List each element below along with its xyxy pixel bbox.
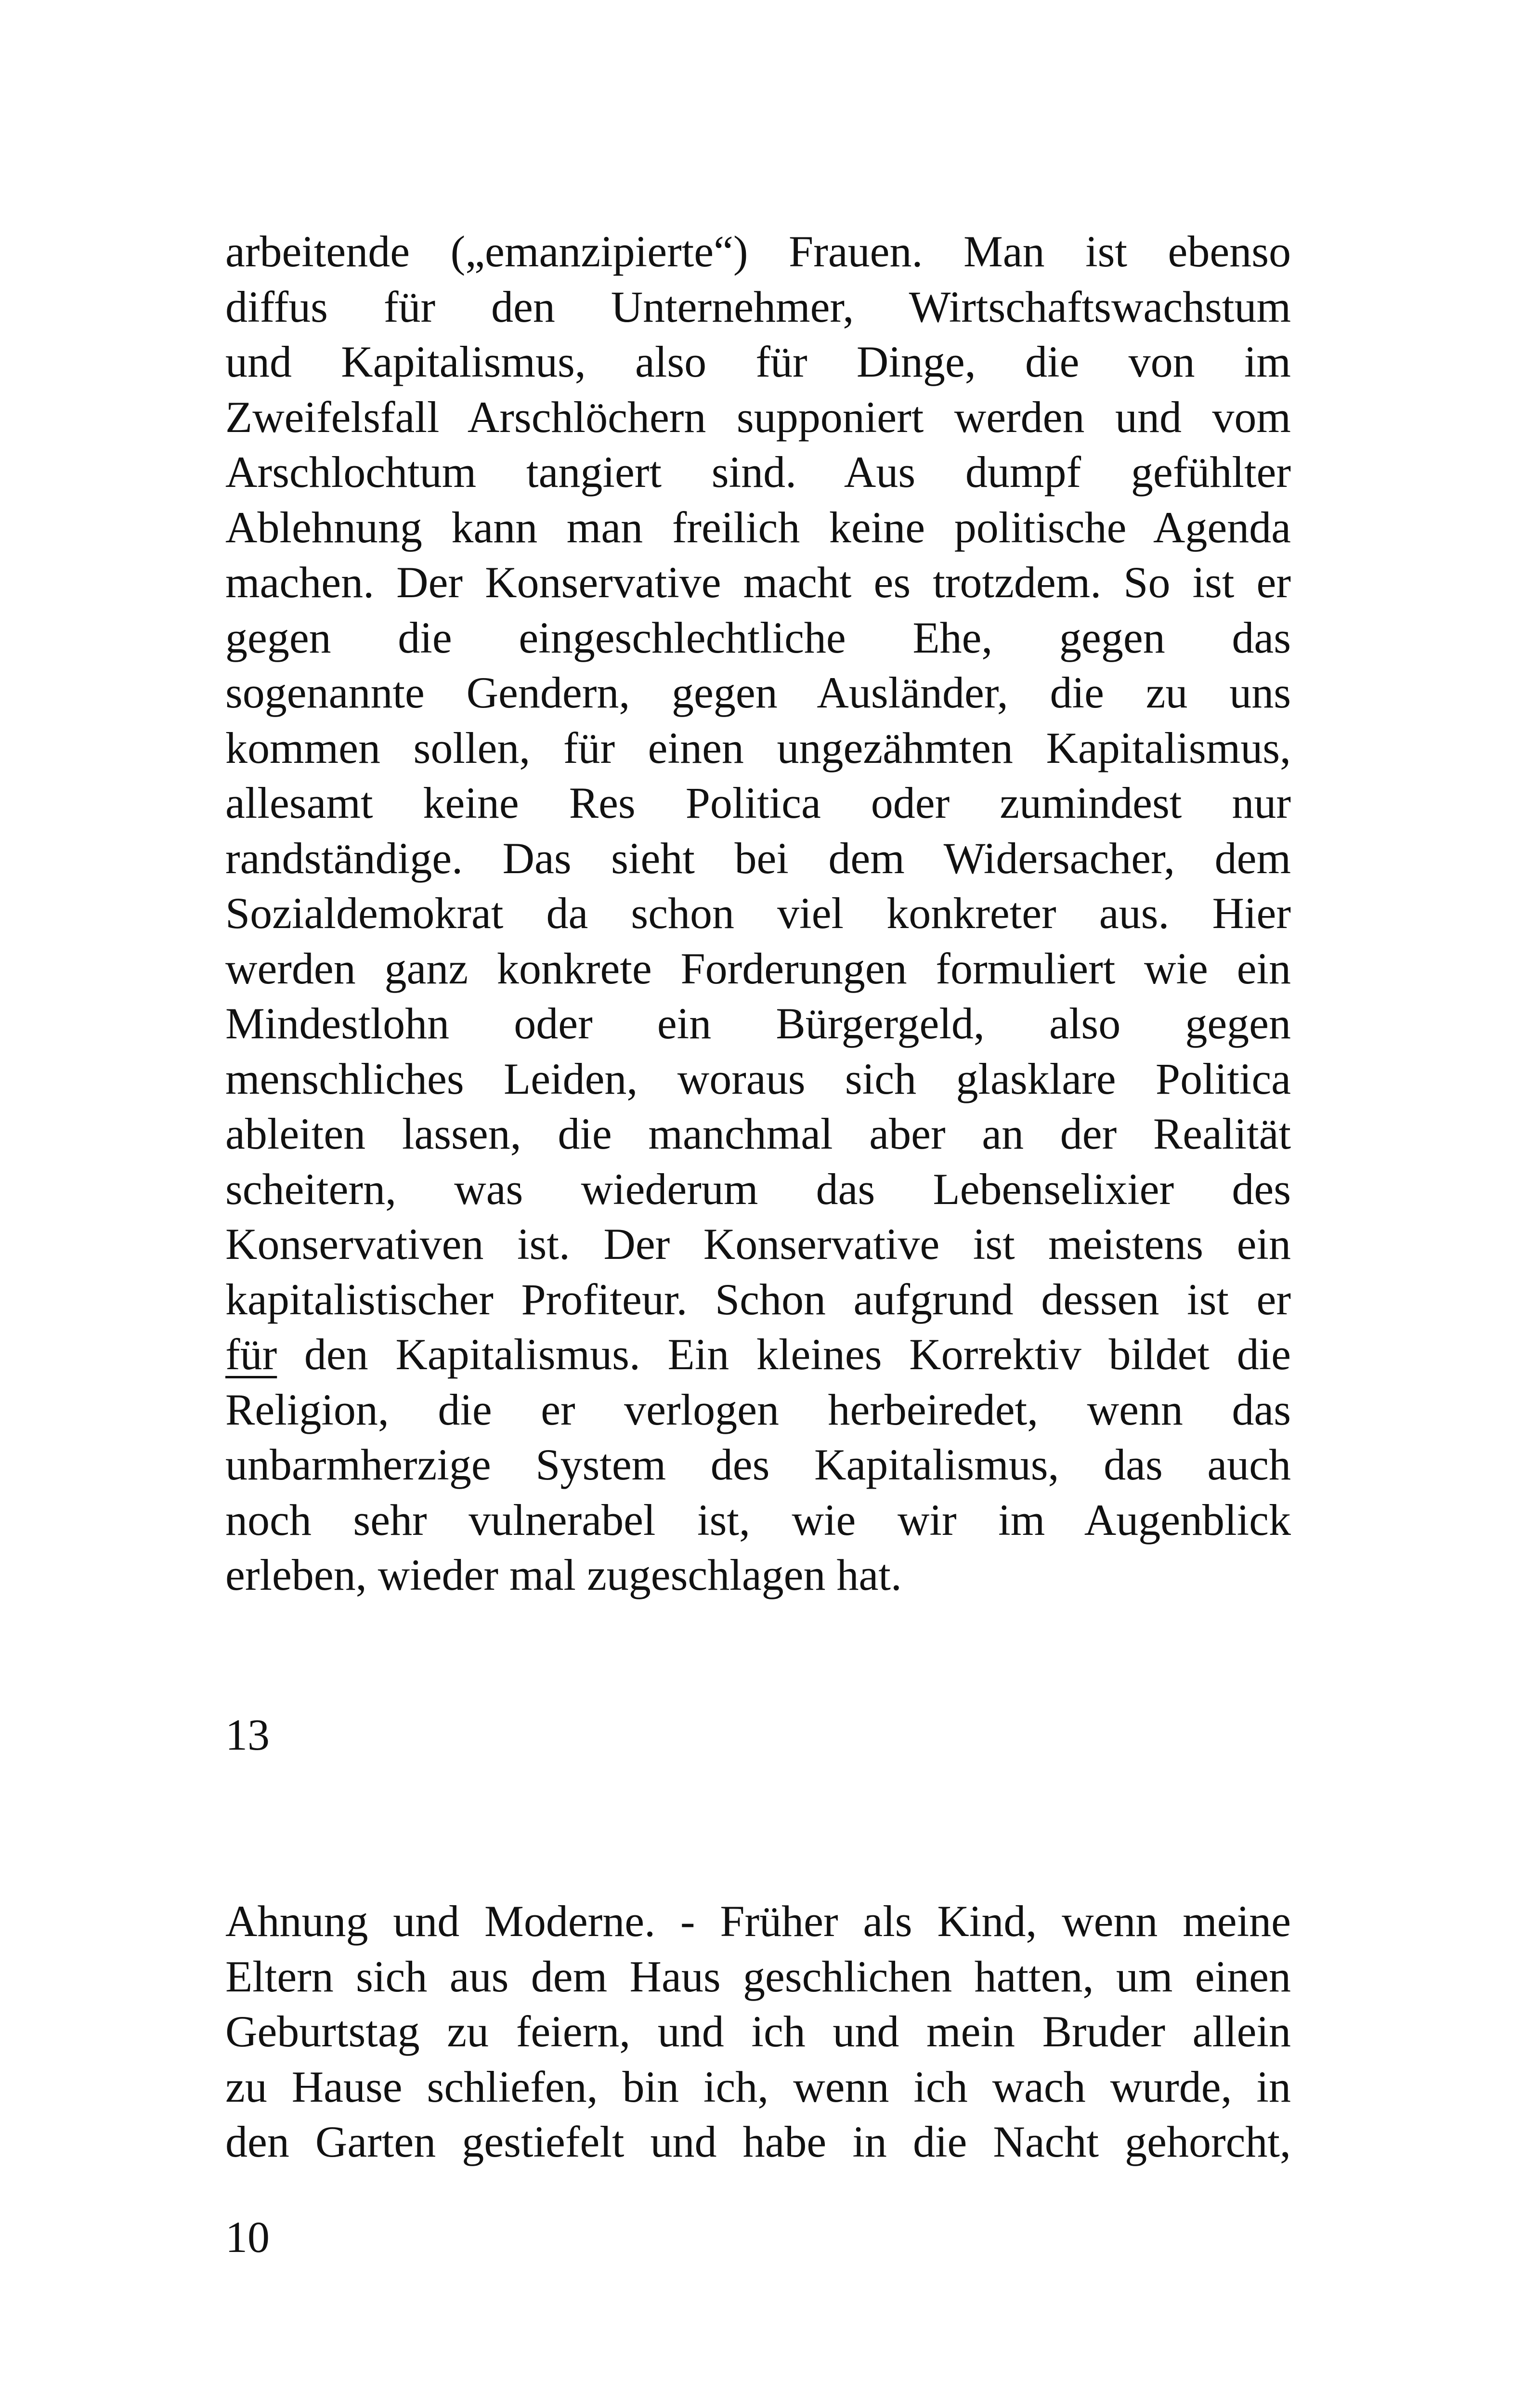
text-line: menschliches Leiden, woraus sich glasklare Politica <box>225 1054 1291 1103</box>
text-line: gegen die eingeschlechtliche Ehe, gegen das <box>225 613 1291 662</box>
text-line: unbarmherzige System des Kapitalismus, das auch <box>225 1440 1291 1489</box>
text-line: Ablehnung kann man freilich keine politische Agenda <box>225 502 1291 552</box>
text-line: Geburtstag zu feiern, und ich und mein Bruder allein <box>225 2007 1291 2056</box>
text-line: Konservativen ist. Der Konservative ist meistens ein <box>225 1219 1291 1269</box>
text-line: ableiten lassen, die manchmal aber an der Realität <box>225 1109 1291 1158</box>
page-number: 10 <box>225 2212 270 2262</box>
text-line: Ahnung und Moderne. - Früher als Kind, wenn meine <box>225 1897 1291 1946</box>
text-line: Religion, die er verlogen herbeiredet, wenn das <box>225 1385 1291 1434</box>
text-line: machen. Der Konservative macht es trotzdem. So ist er <box>225 558 1291 607</box>
text-line: kommen sollen, für einen ungezähmten Kapitalismus, <box>225 723 1291 772</box>
text-line: und Kapitalismus, also für Dinge, die von im <box>225 337 1291 386</box>
paragraph-1 <box>225 224 1291 1603</box>
text-line: sogenannte Gendern, gegen Ausländer, die zu uns <box>225 668 1291 717</box>
text-line: Zweifelsfall Arschlöchern supponiert werden und vom <box>225 392 1291 442</box>
paragraph-2 <box>225 1894 1291 2170</box>
text-line: erleben, wieder mal zugeschlagen hat. <box>225 1550 902 1599</box>
text-line: noch sehr vulnerabel ist, wie wir im Augenblick <box>225 1495 1291 1544</box>
text-line: werden ganz konkrete Forderungen formuliert wie ein <box>225 943 1291 993</box>
text-line: Mindestlohn oder ein Bürgergeld, also gegen <box>225 999 1291 1048</box>
text-line: randständige. Das sieht bei dem Widersacher, dem <box>225 833 1291 883</box>
text-line: diffus für den Unternehmer, Wirtschaftswachstum <box>225 282 1291 331</box>
text-line: allesamt keine Res Politica oder zumindest nur <box>225 778 1291 827</box>
text-line: Sozialdemokrat da schon viel konkreter aus. Hier <box>225 889 1291 938</box>
text-line: kapitalistischer Profiteur. Schon aufgrund dessen ist er <box>225 1274 1291 1324</box>
text-line: den Garten gestiefelt und habe in die Nacht gehorcht, <box>225 2117 1291 2166</box>
text-line-with-underline <box>225 1327 1291 1382</box>
text-line: Arschlochtum tangiert sind. Aus dumpf gefühlter <box>225 447 1291 497</box>
text-line: scheitern, was wiederum das Lebenselixier des <box>225 1164 1291 1214</box>
underlined-word: für <box>225 1330 277 1379</box>
text-line: arbeitende („emanzipierte“) Frauen. Man ist ebenso <box>225 227 1291 276</box>
text-line: Eltern sich aus dem Haus geschlichen hatten, um einen <box>225 1951 1291 2001</box>
line-remainder: den Kapitalismus. Ein kleines Korrektiv bildet die <box>277 1330 1291 1379</box>
text-line: zu Hause schliefen, bin ich, wenn ich wach wurde, in <box>225 2062 1291 2111</box>
section-number: 13 <box>225 1710 270 1759</box>
